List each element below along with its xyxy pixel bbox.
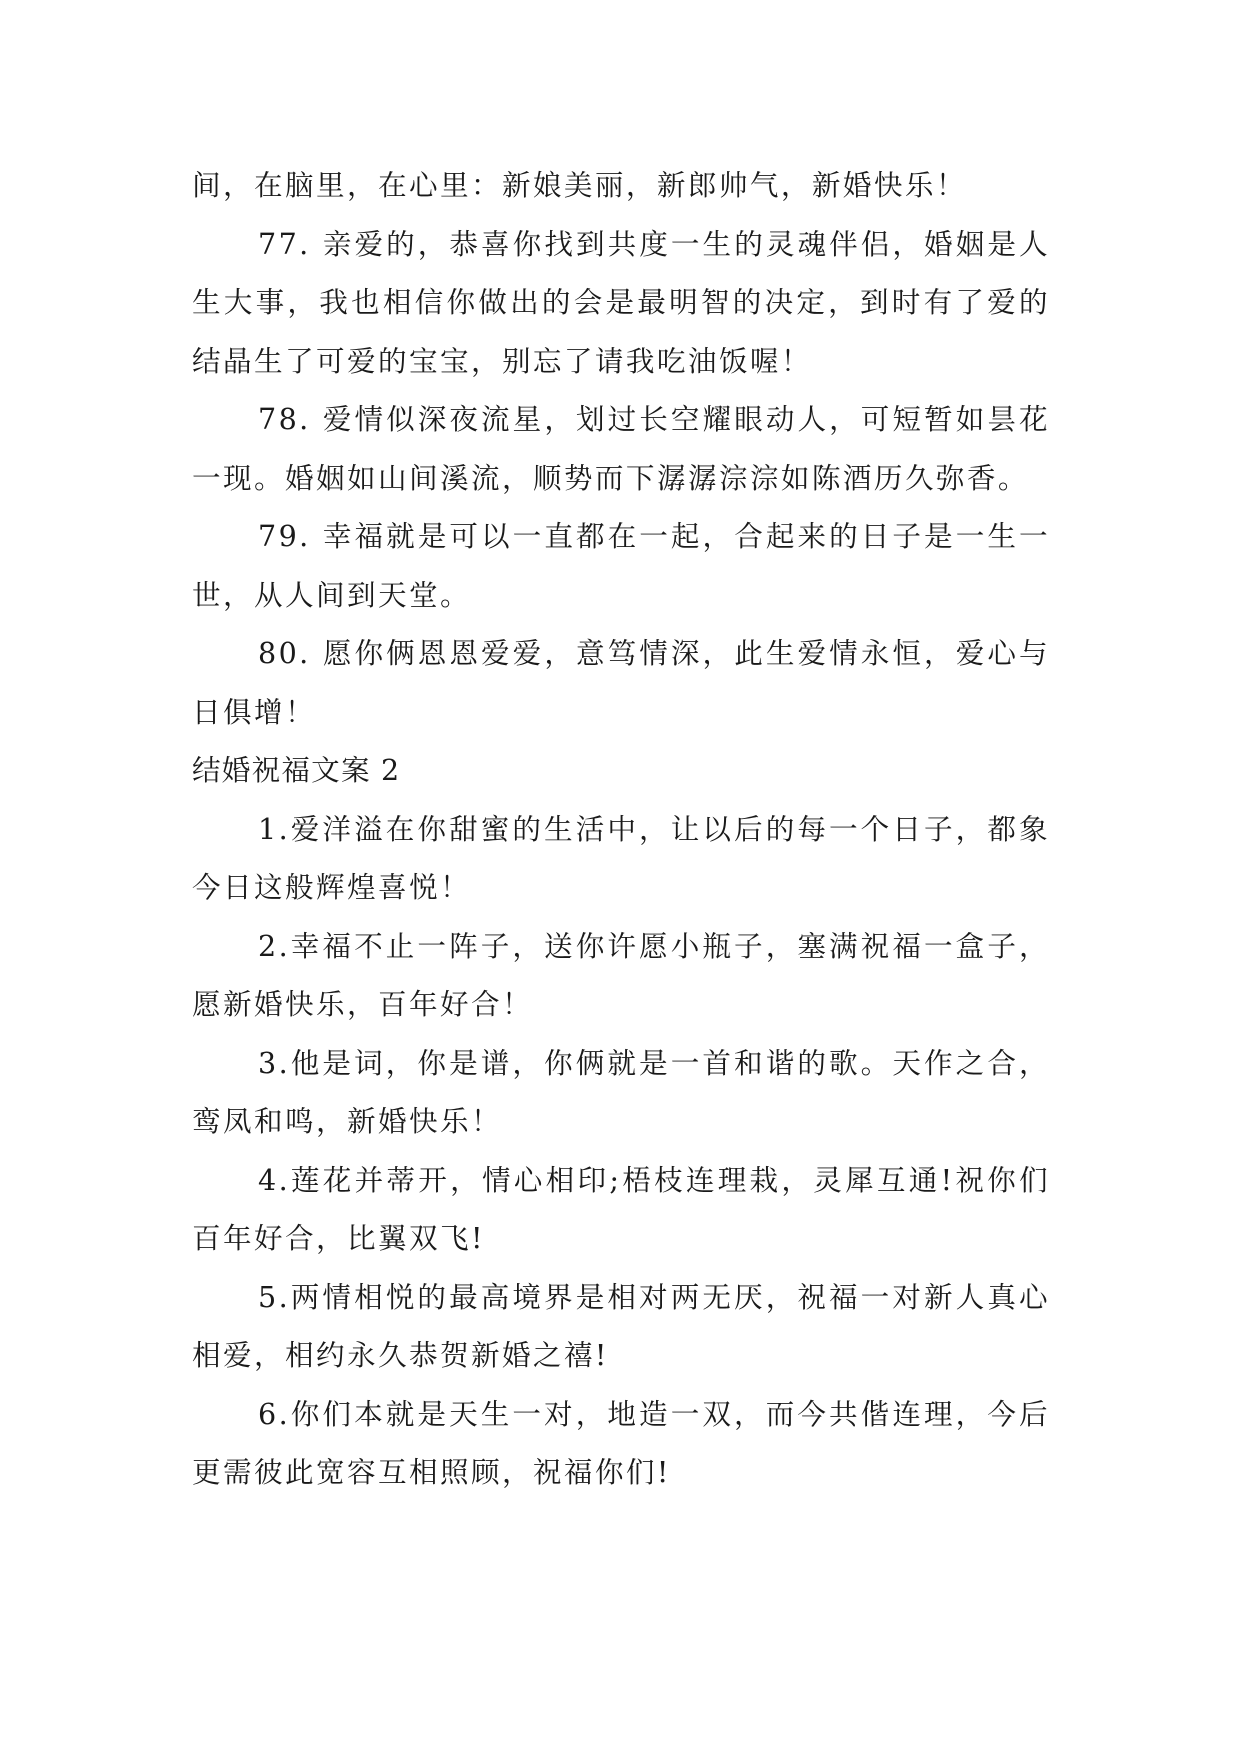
blessing-item-3: 3.他是词，你是谱，你俩就是一首和谐的歌。天作之合，鸾凤和鸣，新婚快乐！: [192, 1045, 1050, 1138]
blessing-item-78: 78. 爱情似深夜流星，划过长空耀眼动人，可短暂如昙花一现。婚姻如山间溪流，顺势而下潺潺淙淙如陈酒历久弥香。: [192, 402, 1050, 495]
blessing-item-5: 5.两情相悦的最高境界是相对两无厌，祝福一对新人真心相爱，相约永久恭贺新婚之禧!: [192, 1279, 1050, 1372]
blessing-item-1: 1.爱洋溢在你甜蜜的生活中，让以后的每一个日子，都象今日这般辉煌喜悦！: [192, 811, 1050, 904]
blessing-item-6: 6.你们本就是天生一对，地造一双，而今共偕连理，今后更需彼此宽容互相照顾，祝福你们!: [192, 1396, 1050, 1489]
blessing-item-77: 77. 亲爱的，恭喜你找到共度一生的灵魂伴侣，婚姻是人生大事，我也相信你做出的会是最明智的决定，到时有了爱的结晶生了可爱的宝宝，别忘了请我吃油饭喔！: [192, 226, 1050, 378]
paragraph-continuation: 间，在脑里，在心里：新娘美丽，新郎帅气，新婚快乐！: [192, 168, 967, 202]
document-body: [192, 156, 1050, 1502]
blessing-item-4: 4.莲花并蒂开，情心相印;梧枝连理栽，灵犀互通!祝你们百年好合，比翼双飞!: [192, 1162, 1050, 1255]
section-heading: 结婚祝福文案 2: [192, 753, 401, 787]
blessing-item-80: 80. 愿你俩恩恩爱爱，意笃情深，此生爱情永恒，爱心与日俱增！: [192, 636, 1050, 729]
blessing-item-2: 2.幸福不止一阵子，送你许愿小瓶子，塞满祝福一盒子，愿新婚快乐，百年好合！: [192, 928, 1050, 1021]
blessing-item-79: 79. 幸福就是可以一直都在一起，合起来的日子是一生一世，从人间到天堂。: [192, 519, 1050, 612]
